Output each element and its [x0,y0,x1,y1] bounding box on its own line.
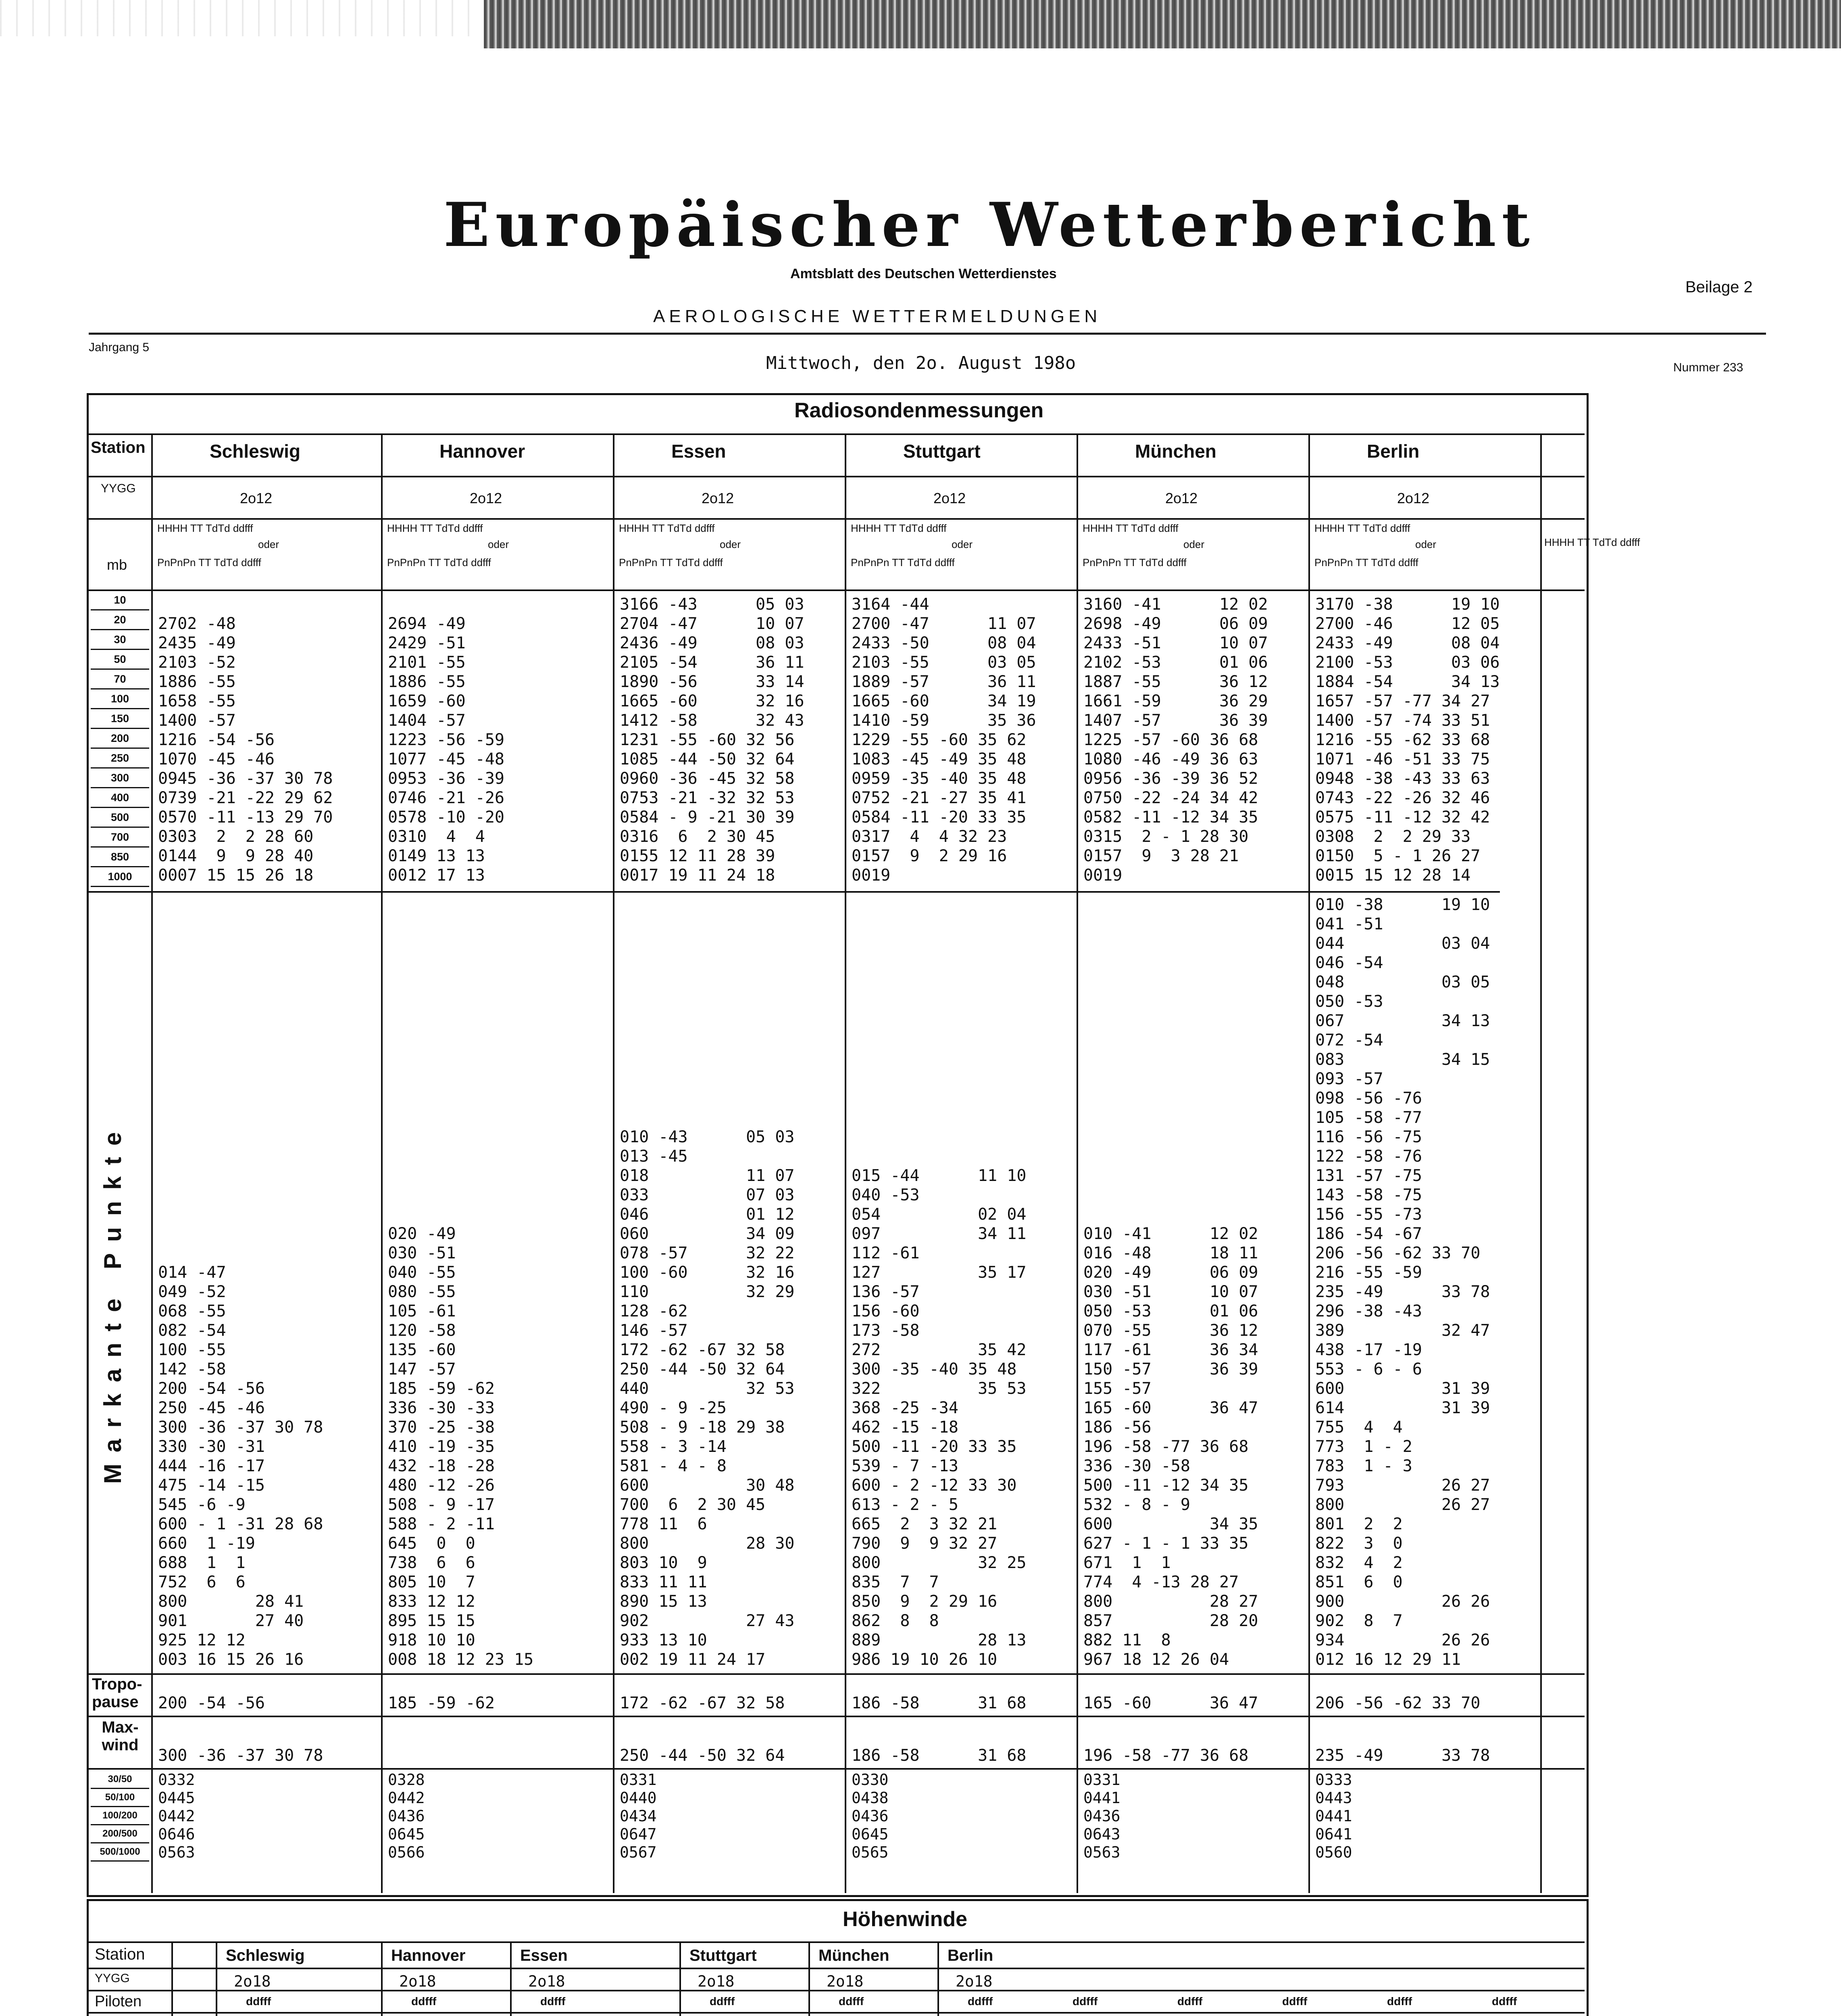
maxwind-label: Max-wind [102,1718,139,1754]
shear-values: 0330 0438 0436 0645 0565 [852,1771,889,1861]
radiosonde-title: Radiosondenmessungen [794,399,1044,422]
shear-values: 0328 0442 0436 0645 0566 [388,1771,425,1861]
station-label: Station [91,439,146,456]
mb-label: mb [107,556,127,573]
column-head: PnPnPn TT TdTd ddfff [1314,556,1418,569]
pressure-level: 250 [91,749,149,768]
rule [808,1941,810,2016]
beilage-label: Beilage 2 [1685,278,1753,296]
hw-yygg: 2o18 [956,1972,993,1990]
pressure-level: 200 [91,729,149,749]
maxwind-value: 235 -49 33 78 [1315,1746,1490,1765]
shear-levels [91,1771,149,1862]
shear-level: 100/200 [91,1807,149,1825]
markante-punkte: 020 -49 030 -51 040 -55 080 -55 105 -61 120 -58 135 -60 147 -57 185 -59 -62 336 -30 -33 370 -25 -38 410 -19 -35 432 -18 -28 480 -12 -26 508 - 9 -17 588 - 2 -11 645 0 0 738 6 6 805 10 7 833 12 12 895 15 15 918 10 10 008 18 12 23 15 [388,1225,534,1669]
markante-punkte: 010 -38 19 10 041 -51 044 03 04 046 -54 048 03 05 050 -53 067 34 13 072 -54 083 34 15 093 -57 098 -56 -76 105 -58 -77 116 -56 -75 122 -58 -76 131 -57 -75 143 -58 -75 156 -55 -73 186 -54 -67 206 -56 -62 33 70 216 -55 -59 235 -49 33 78 296 -38 -43 389 32 47 438 -17 -19 553 - 6 - 6 600 31 39 614 31 39 755 4 4 773 1 - 2 783 1 - 3 793 26 27 800 26 27 801 2 2 822 3 0 832 4 2 851 6 0 900 26 26 902 8 7 934 26 26 012 16 12 29 11 [1315,896,1490,1669]
markante-punkte: 010 -41 12 02 016 -48 18 11 020 -49 06 09 030 -51 10 07 050 -53 01 06 070 -55 36 12 117 -61 36 34 150 -57 36 39 155 -57 165 -60 36 47 186 -56 196 -58 -77 36 68 336 -30 -58 500 -11 -12 34 35 532 - 8 - 9 600 34 35 627 - 1 - 1 33 35 671 1 1 774 4 -13 28 27 800 28 27 857 28 20 882 11 8 967 18 12 26 04 [1083,1225,1258,1669]
column-head: PnPnPn TT TdTd ddfff [157,556,261,569]
tropopause-value: 206 -56 -62 33 70 [1315,1694,1481,1712]
rule [171,1941,173,2016]
station-name: Schleswig [210,441,300,462]
rule [1077,433,1078,1893]
issue-date: Mittwoch, den 2o. August 198o [766,353,1076,373]
rule [1308,433,1310,1893]
column-head-oder: oder [488,538,509,550]
station-yygg: 2o12 [702,490,734,506]
rule [151,433,153,1893]
tropopause-value: 186 -58 31 68 [852,1694,1027,1712]
column-head: PnPnPn TT TdTd ddfff [619,556,723,569]
rule [845,433,846,1893]
scan-noise [0,0,484,36]
hw-ddfff: ddfff [1073,1995,1098,2008]
shear-values: 0331 0440 0434 0647 0567 [620,1771,657,1861]
rule [89,1968,1585,1969]
column-head: PnPnPn TT TdTd ddfff [387,556,491,569]
pressure-level: 50 [91,650,149,670]
rule [89,1941,1585,1943]
hw-piloten-label: Piloten [95,1993,142,2010]
station-name: Berlin [1367,441,1420,462]
hw-station-name: Schleswig [226,1947,305,1964]
rule [89,1716,1585,1717]
station-yygg: 2o12 [933,490,966,506]
pressure-level: 500 [91,808,149,828]
markante-punkte: 010 -43 05 03 013 -45 018 11 07 033 07 03 046 01 12 060 34 09 078 -57 32 22 100 -60 32 16 110 32 29 128 -62 146 -57 172 -62 -67 32 58 250 -44 -50 32 64 440 32 53 490 - 9 -25 508 - 9 -18 29 38 558 - 3 -14 581 - 4 - 8 600 30 48 700 6 2 30 45 778 11 6 800 28 30 803 10 9 833 11 11 890 15 13 902 27 43 933 13 10 002 19 11 24 17 [620,1128,795,1669]
issue-number: Nummer 233 [1673,361,1743,374]
shear-level: 30/50 [91,1771,149,1789]
standard-levels: 3160 -41 12 02 2698 -49 06 09 2433 -51 10 07 2102 -53 01 06 1887 -55 36 12 1661 -59 36 29 1407 -57 36 39 1225 -57 -60 36 68 1080 -46 -49 36 63 0956 -36 -39 36 52 0750 -22 -24 34 42 0582 -11 -12 34 35 0315 2 - 1 28 30 0157 9 3 28 21 0019 [1083,595,1268,885]
station-name: Essen [671,441,726,462]
pressure-level: 100 [91,689,149,709]
rule [613,433,614,1893]
hw-station-name: Berlin [948,1947,993,1964]
hw-station-name: München [818,1947,889,1964]
rule [89,1673,1585,1675]
maxwind-value: 300 -36 -37 30 78 [158,1746,323,1765]
yygg-label: YYGG [101,482,136,495]
rule [89,433,1585,435]
column-head: HHHH TT TdTd ddfff [619,522,715,534]
column-head: HHHH TT TdTd ddfff [1083,522,1179,534]
pressure-level: 300 [91,768,149,788]
hw-ddfff: ddfff [1177,1995,1203,2008]
maxwind-value: 196 -58 -77 36 68 [1083,1746,1249,1765]
rule [679,1941,681,2016]
column-head: HHHH TT TdTd ddfff [851,522,947,534]
hw-station-name: Essen [520,1947,568,1964]
column-head: HHHH TT TdTd ddfff [157,522,253,534]
station-yygg: 2o12 [240,490,273,506]
column-head: PnPnPn TT TdTd ddfff [851,556,955,569]
pressure-level: 20 [91,610,149,630]
shear-level: 200/500 [91,1825,149,1843]
hw-yygg: 2o18 [234,1972,271,1990]
shear-values: 0331 0441 0436 0643 0563 [1083,1771,1120,1861]
hw-ddfff: ddfff [1387,1995,1412,2008]
markante-punkte: 015 -44 11 10 040 -53 054 02 04 097 34 11 112 -61 127 35 17 136 -57 156 -60 173 -58 272 35 42 300 -35 -40 35 48 322 35 53 368 -25 -34 462 -15 -18 500 -11 -20 33 35 539 - 7 -13 600 - 2 -12 33 30 613 - 2 - 5 665 2 3 32 21 790 9 9 32 27 800 32 25 835 7 7 850 9 2 29 16 862 8 8 889 28 13 986 19 10 26 10 [852,1166,1027,1669]
hw-ddfff: ddfff [1282,1995,1308,2008]
hw-yygg: 2o18 [528,1972,565,1990]
rule [1540,433,1542,1893]
station-yygg: 2o12 [1165,490,1198,506]
tropopause-label: Tropo-pause [92,1675,142,1711]
column-head-oder: oder [258,538,279,550]
hw-ddfff: ddfff [540,1995,566,2008]
pressure-level: 150 [91,709,149,729]
shear-level: 500/1000 [91,1843,149,1862]
column-head-oder: oder [1415,538,1437,550]
hw-yygg: 2o18 [827,1972,864,1990]
rule [89,476,1585,477]
shear-values: 0333 0443 0441 0641 0560 [1315,1771,1352,1861]
shear-values: 0332 0445 0442 0646 0563 [158,1771,195,1861]
hw-station-name: Hannover [391,1947,466,1964]
tropopause-value: 185 -59 -62 [388,1694,495,1712]
rule [381,1941,383,2016]
tropopause-value: 165 -60 36 47 [1083,1694,1258,1712]
standard-levels: 3166 -43 05 03 2704 -47 10 07 2436 -49 08 03 2105 -54 36 11 1890 -56 33 14 1665 -60 32 16 1412 -58 32 43 1231 -55 -60 32 56 1085 -44 -50 32 64 0960 -36 -45 32 58 0753 -21 -32 32 53 0584 - 9 -21 30 39 0316 6 2 30 45 0155 12 11 28 39 0017 19 11 24 18 [620,595,804,885]
header-rule [89,333,1766,335]
rule [89,2012,1585,2014]
pressure-level: 850 [91,848,149,867]
hw-yygg: 2o18 [698,1972,735,1990]
column-head-oder: oder [1183,538,1205,550]
station-yygg: 2o12 [470,490,502,506]
hw-ddfff: ddfff [968,1995,993,2008]
rule [510,1941,512,2016]
hw-ddfff: ddfff [1492,1995,1517,2008]
standard-levels: 2702 -48 2435 -49 2103 -52 1886 -55 1658 -55 1400 -57 1216 -54 -56 1070 -45 -46 0945 -36 -37 30 78 0739 -21 -22 29 62 0570 -11 -13 29 70 0303 2 2 28 60 0144 9 9 28 40 0007 15 15 26 18 [158,614,333,885]
column-head: HHHH TT TdTd ddfff [387,522,483,534]
page-title: Europäischer Wetterbericht [444,190,1535,260]
hw-yygg-label: YYGG [95,1972,130,1985]
hw-yygg: 2o18 [399,1972,436,1990]
column-head-oder: oder [720,538,741,550]
rule [381,433,383,1893]
hw-ddfff: ddfff [710,1995,735,2008]
column-head-oder: oder [952,538,973,550]
hw-ddfff: ddfff [839,1995,864,2008]
pressure-level: 400 [91,788,149,808]
pressure-level: 30 [91,630,149,650]
hw-station-label: Station [95,1945,145,1963]
subtitle: AEROLOGISCHE WETTERMELDUNGEN [653,306,1102,326]
markante-punkte-label: Markante Punkte [99,1121,126,1484]
pressure-levels [91,591,149,887]
hw-ddfff: ddfff [411,1995,437,2008]
rule [89,1768,1585,1770]
station-yygg: 2o12 [1397,490,1430,506]
jahrgang: Jahrgang 5 [89,341,150,354]
shear-level: 50/100 [91,1789,149,1807]
rule [89,891,1500,893]
station-name: München [1135,441,1216,462]
station-name: Hannover [439,441,525,462]
hoehenwinde-title: Höhenwinde [843,1908,968,1931]
hw-station-name: Stuttgart [689,1947,757,1964]
rule [216,1941,217,2016]
rule [937,1941,939,2016]
pressure-level: 10 [91,591,149,610]
pressure-level: 1000 [91,867,149,887]
rule [89,518,1585,520]
standard-levels: 3164 -44 2700 -47 11 07 2433 -50 08 04 2103 -55 03 05 1889 -57 36 11 1665 -60 34 19 1410 -59 35 36 1229 -55 -60 35 62 1083 -45 -49 35 48 0959 -35 -40 35 48 0752 -21 -27 35 41 0584 -11 -20 33 35 0317 4 4 32 23 0157 9 2 29 16 0019 [852,595,1036,885]
maxwind-value: 250 -44 -50 32 64 [620,1746,785,1765]
pressure-level: 70 [91,670,149,689]
column-head: HHHH TT TdTd ddfff [1314,522,1410,534]
standard-levels: 3170 -38 19 10 2700 -46 12 05 2433 -49 08 04 2100 -53 03 06 1884 -54 34 13 1657 -57 -77 34 27 1400 -57 -74 33 51 1216 -55 -62 33 68 1071 -46 -51 33 75 0948 -38 -43 33 63 0743 -22 -26 32 46 0575 -11 -12 32 42 0308 2 2 29 33 0150 5 - 1 26 27 0015 15 12 28 14 [1315,595,1500,885]
rule [89,589,1585,591]
scan-noise-band [484,0,1841,48]
station-name: Stuttgart [903,441,981,462]
hw-ddfff: ddfff [246,1995,271,2008]
tropopause-value: 200 -54 -56 [158,1694,265,1712]
tropopause-value: 172 -62 -67 32 58 [620,1694,785,1712]
standard-levels: 2694 -49 2429 -51 2101 -55 1886 -55 1659 -60 1404 -57 1223 -56 -59 1077 -45 -48 0953 -36 -39 0746 -21 -26 0578 -10 -20 0310 4 4 0149 13 13 0012 17 13 [388,614,504,885]
markante-punkte: 014 -47 049 -52 068 -55 082 -54 100 -55 142 -58 200 -54 -56 250 -45 -46 300 -36 -37 30 78 330 -30 -31 444 -16 -17 475 -14 -15 545 -6 -9 600 - 1 -31 28 68 660 1 -19 688 1 1 752 6 6 800 28 41 901 27 40 925 12 12 003 16 15 26 16 [158,1263,323,1669]
pressure-level: 700 [91,828,149,848]
amtsblatt-line: Amtsblatt des Deutschen Wetterdienstes [790,266,1057,281]
column-head: HHHH TT TdTd ddfff [1544,536,1640,548]
column-head: PnPnPn TT TdTd ddfff [1083,556,1187,569]
maxwind-value: 186 -58 31 68 [852,1746,1027,1765]
